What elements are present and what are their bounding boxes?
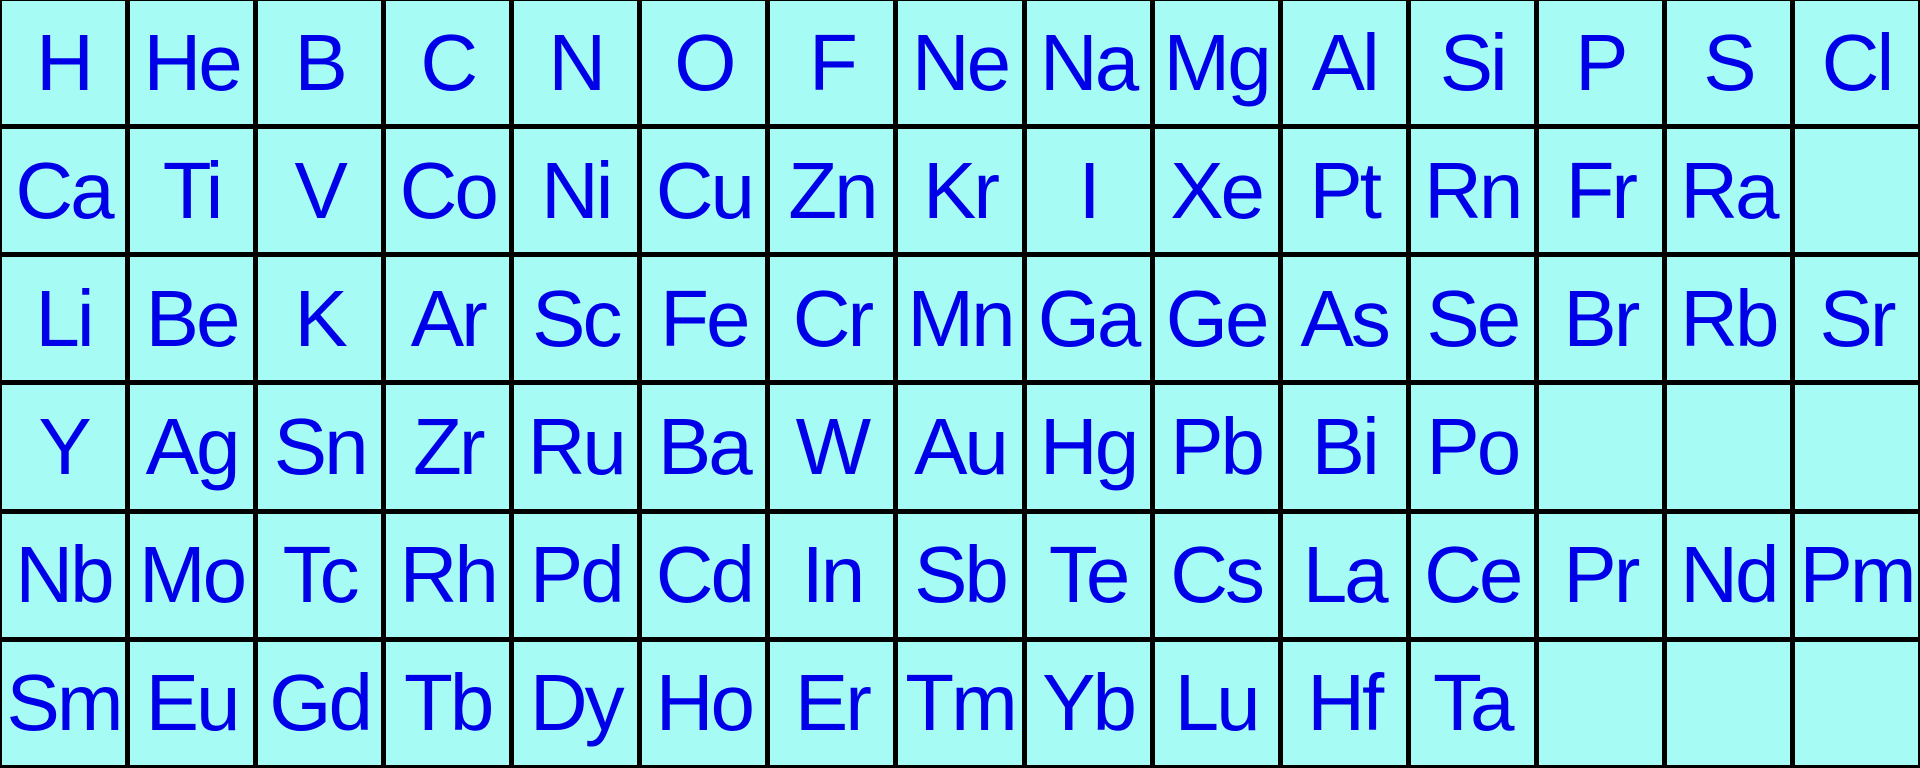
element-tile[interactable]: Ga xyxy=(1027,257,1150,380)
element-tile[interactable]: Cl xyxy=(1795,1,1918,124)
element-tile[interactable]: Pr xyxy=(1539,514,1662,637)
element-tile[interactable]: Br xyxy=(1539,257,1662,380)
element-tile[interactable]: Y xyxy=(2,385,125,508)
element-tile[interactable]: Ba xyxy=(642,385,765,508)
element-tile[interactable]: Po xyxy=(1411,385,1534,508)
element-tile[interactable]: B xyxy=(258,1,381,124)
element-tile[interactable]: Zr xyxy=(386,385,509,508)
element-tile[interactable]: As xyxy=(1283,257,1406,380)
element-tile[interactable]: Zn xyxy=(770,129,893,252)
element-tile[interactable]: Ar xyxy=(386,257,509,380)
element-tile[interactable]: Ho xyxy=(642,642,765,765)
element-tile[interactable]: Gd xyxy=(258,642,381,765)
element-tile[interactable]: Tm xyxy=(898,642,1021,765)
empty-tile xyxy=(1795,385,1918,508)
element-tile[interactable]: F xyxy=(770,1,893,124)
element-tile[interactable]: Al xyxy=(1283,1,1406,124)
element-tile[interactable]: Sb xyxy=(898,514,1021,637)
element-tile[interactable]: Ca xyxy=(2,129,125,252)
element-tile[interactable]: Mg xyxy=(1155,1,1278,124)
element-tile[interactable]: Ce xyxy=(1411,514,1534,637)
element-tile[interactable]: Ta xyxy=(1411,642,1534,765)
element-tile[interactable]: He xyxy=(130,1,253,124)
element-tile[interactable]: Pb xyxy=(1155,385,1278,508)
element-tile[interactable]: Rb xyxy=(1667,257,1790,380)
element-tile[interactable]: Sr xyxy=(1795,257,1918,380)
element-tile[interactable]: P xyxy=(1539,1,1662,124)
element-tile[interactable]: Xe xyxy=(1155,129,1278,252)
element-tile[interactable]: Te xyxy=(1027,514,1150,637)
element-tile[interactable]: Cs xyxy=(1155,514,1278,637)
element-tile[interactable]: Se xyxy=(1411,257,1534,380)
empty-tile xyxy=(1667,385,1790,508)
element-tile[interactable]: N xyxy=(514,1,637,124)
element-tile[interactable]: Yb xyxy=(1027,642,1150,765)
element-tile[interactable]: Au xyxy=(898,385,1021,508)
element-tile[interactable]: Cd xyxy=(642,514,765,637)
element-tile[interactable]: Sc xyxy=(514,257,637,380)
element-tile[interactable]: Dy xyxy=(514,642,637,765)
element-tile[interactable]: Cr xyxy=(770,257,893,380)
element-tile[interactable]: Li xyxy=(2,257,125,380)
element-tile[interactable]: Sm xyxy=(2,642,125,765)
element-tile[interactable]: Ti xyxy=(130,129,253,252)
element-tile[interactable]: Er xyxy=(770,642,893,765)
empty-tile xyxy=(1539,642,1662,765)
empty-tile xyxy=(1667,642,1790,765)
element-tile[interactable]: Nd xyxy=(1667,514,1790,637)
element-tile[interactable]: Pd xyxy=(514,514,637,637)
element-tile[interactable]: Nb xyxy=(2,514,125,637)
element-tile[interactable]: Rn xyxy=(1411,129,1534,252)
element-tile[interactable]: Cu xyxy=(642,129,765,252)
element-tile[interactable]: Ni xyxy=(514,129,637,252)
element-tile[interactable]: C xyxy=(386,1,509,124)
element-tile[interactable]: Fr xyxy=(1539,129,1662,252)
element-tile[interactable]: In xyxy=(770,514,893,637)
element-tile[interactable]: Si xyxy=(1411,1,1534,124)
element-tile[interactable]: Bi xyxy=(1283,385,1406,508)
element-tile[interactable]: Co xyxy=(386,129,509,252)
element-tile[interactable]: Hf xyxy=(1283,642,1406,765)
element-tile[interactable]: O xyxy=(642,1,765,124)
element-tile[interactable]: K xyxy=(258,257,381,380)
element-tile[interactable]: Eu xyxy=(130,642,253,765)
element-tile[interactable]: La xyxy=(1283,514,1406,637)
element-tile[interactable]: Na xyxy=(1027,1,1150,124)
element-tile[interactable]: Be xyxy=(130,257,253,380)
empty-tile xyxy=(1795,129,1918,252)
empty-tile xyxy=(1539,385,1662,508)
element-tile[interactable]: Mn xyxy=(898,257,1021,380)
element-tile[interactable]: Kr xyxy=(898,129,1021,252)
element-tile[interactable]: I xyxy=(1027,129,1150,252)
element-tile[interactable]: Hg xyxy=(1027,385,1150,508)
element-tile[interactable]: Ag xyxy=(130,385,253,508)
element-tile[interactable]: Sn xyxy=(258,385,381,508)
element-tile[interactable]: Rh xyxy=(386,514,509,637)
element-tile[interactable]: Pt xyxy=(1283,129,1406,252)
element-tile[interactable]: Pm xyxy=(1795,514,1918,637)
element-tile[interactable]: V xyxy=(258,129,381,252)
element-tile[interactable]: W xyxy=(770,385,893,508)
element-tile[interactable]: Mo xyxy=(130,514,253,637)
empty-tile xyxy=(1795,642,1918,765)
element-tile[interactable]: Ne xyxy=(898,1,1021,124)
element-tile[interactable]: H xyxy=(2,1,125,124)
element-tile[interactable]: Tb xyxy=(386,642,509,765)
element-tile[interactable]: Ru xyxy=(514,385,637,508)
element-tile[interactable]: Lu xyxy=(1155,642,1278,765)
element-tile[interactable]: Fe xyxy=(642,257,765,380)
element-tile[interactable]: Ra xyxy=(1667,129,1790,252)
element-tile[interactable]: S xyxy=(1667,1,1790,124)
element-tile[interactable]: Ge xyxy=(1155,257,1278,380)
element-tile[interactable]: Tc xyxy=(258,514,381,637)
